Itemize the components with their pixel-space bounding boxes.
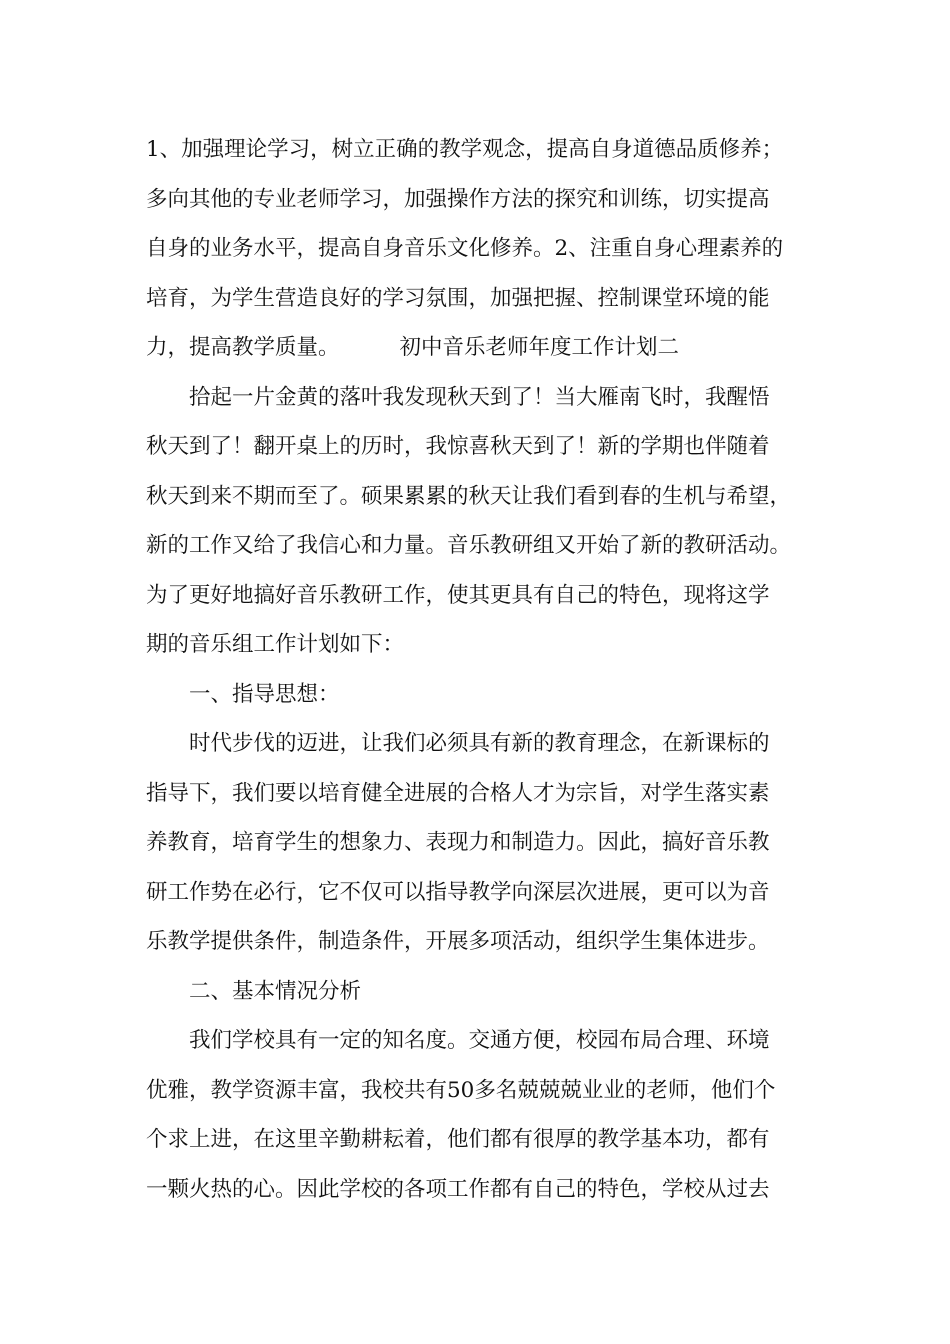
text-line: 指导下，我们要以培育健全进展的合格人才为宗旨，对学生落实素 <box>146 780 770 806</box>
paragraph-first-line: 我们学校具有一定的知名度。交通方便，校园布局合理、环境 <box>189 1028 770 1053</box>
paragraph-first-line: 时代步伐的迈进，让我们必须具有新的教育理念，在新课标的 <box>189 731 770 756</box>
text-line-with-heading <box>146 323 810 373</box>
text-line: 多向其他的专业老师学习，加强操作方法的探究和训练，切实提高 <box>146 186 770 212</box>
text-fragment: 力，提高教学质量。 <box>146 335 340 360</box>
text-line: 优雅，教学资源丰富，我校共有50多名兢兢兢业业的老师，他们个 <box>146 1077 776 1103</box>
text-line: 乐教学提供条件，制造条件，开展多项活动，组织学生集体进步。 <box>146 929 770 954</box>
document-body <box>146 125 810 1214</box>
text-line: 为了更好地搞好音乐教研工作，使其更具有自己的特色，现将这学 <box>146 582 770 608</box>
text-line: 养教育，培育学生的想象力、表现力和制造力。因此，搞好音乐教 <box>146 830 770 855</box>
text-line: 培育，为学生营造良好的学习氛围，加强把握、控制课堂环境的能 <box>146 285 770 311</box>
text-line: 秋天到来不期而至了。硕果累累的秋天让我们看到春的生机与希望， <box>146 483 792 509</box>
section-heading: 二、基本情况分析 <box>189 978 362 1004</box>
section-heading: 一、指导思想： <box>189 681 340 707</box>
text-line: 研工作势在必行，它不仅可以指导教学向深层次进展，更可以为音 <box>146 879 770 905</box>
text-line: 秋天到了！翻开桌上的历时，我惊喜秋天到了！新的学期也伴随着 <box>146 434 770 459</box>
text-line: 自身的业务水平，提高自身音乐文化修养。2、注重自身心理素养的 <box>146 236 784 261</box>
text-line: 1、加强理论学习，树立正确的教学观念，提高自身道德品质修养； <box>146 137 784 162</box>
section-title: 初中音乐老师年度工作计划二 <box>399 335 680 360</box>
paragraph-first-line: 拾起一片金黄的落叶我发现秋天到了！当大雁南飞时，我醒悟 <box>189 384 770 410</box>
text-line: 期的音乐组工作计划如下： <box>146 632 405 657</box>
text-line: 新的工作又给了我信心和力量。音乐教研组又开始了新的教研活动。 <box>146 533 792 558</box>
text-line: 一颗火热的心。因此学校的各项工作都有自己的特色，学校从过去 <box>146 1176 770 1202</box>
text-line: 个求上进，在这里辛勤耕耘着，他们都有很厚的教学基本功，都有 <box>146 1127 770 1152</box>
